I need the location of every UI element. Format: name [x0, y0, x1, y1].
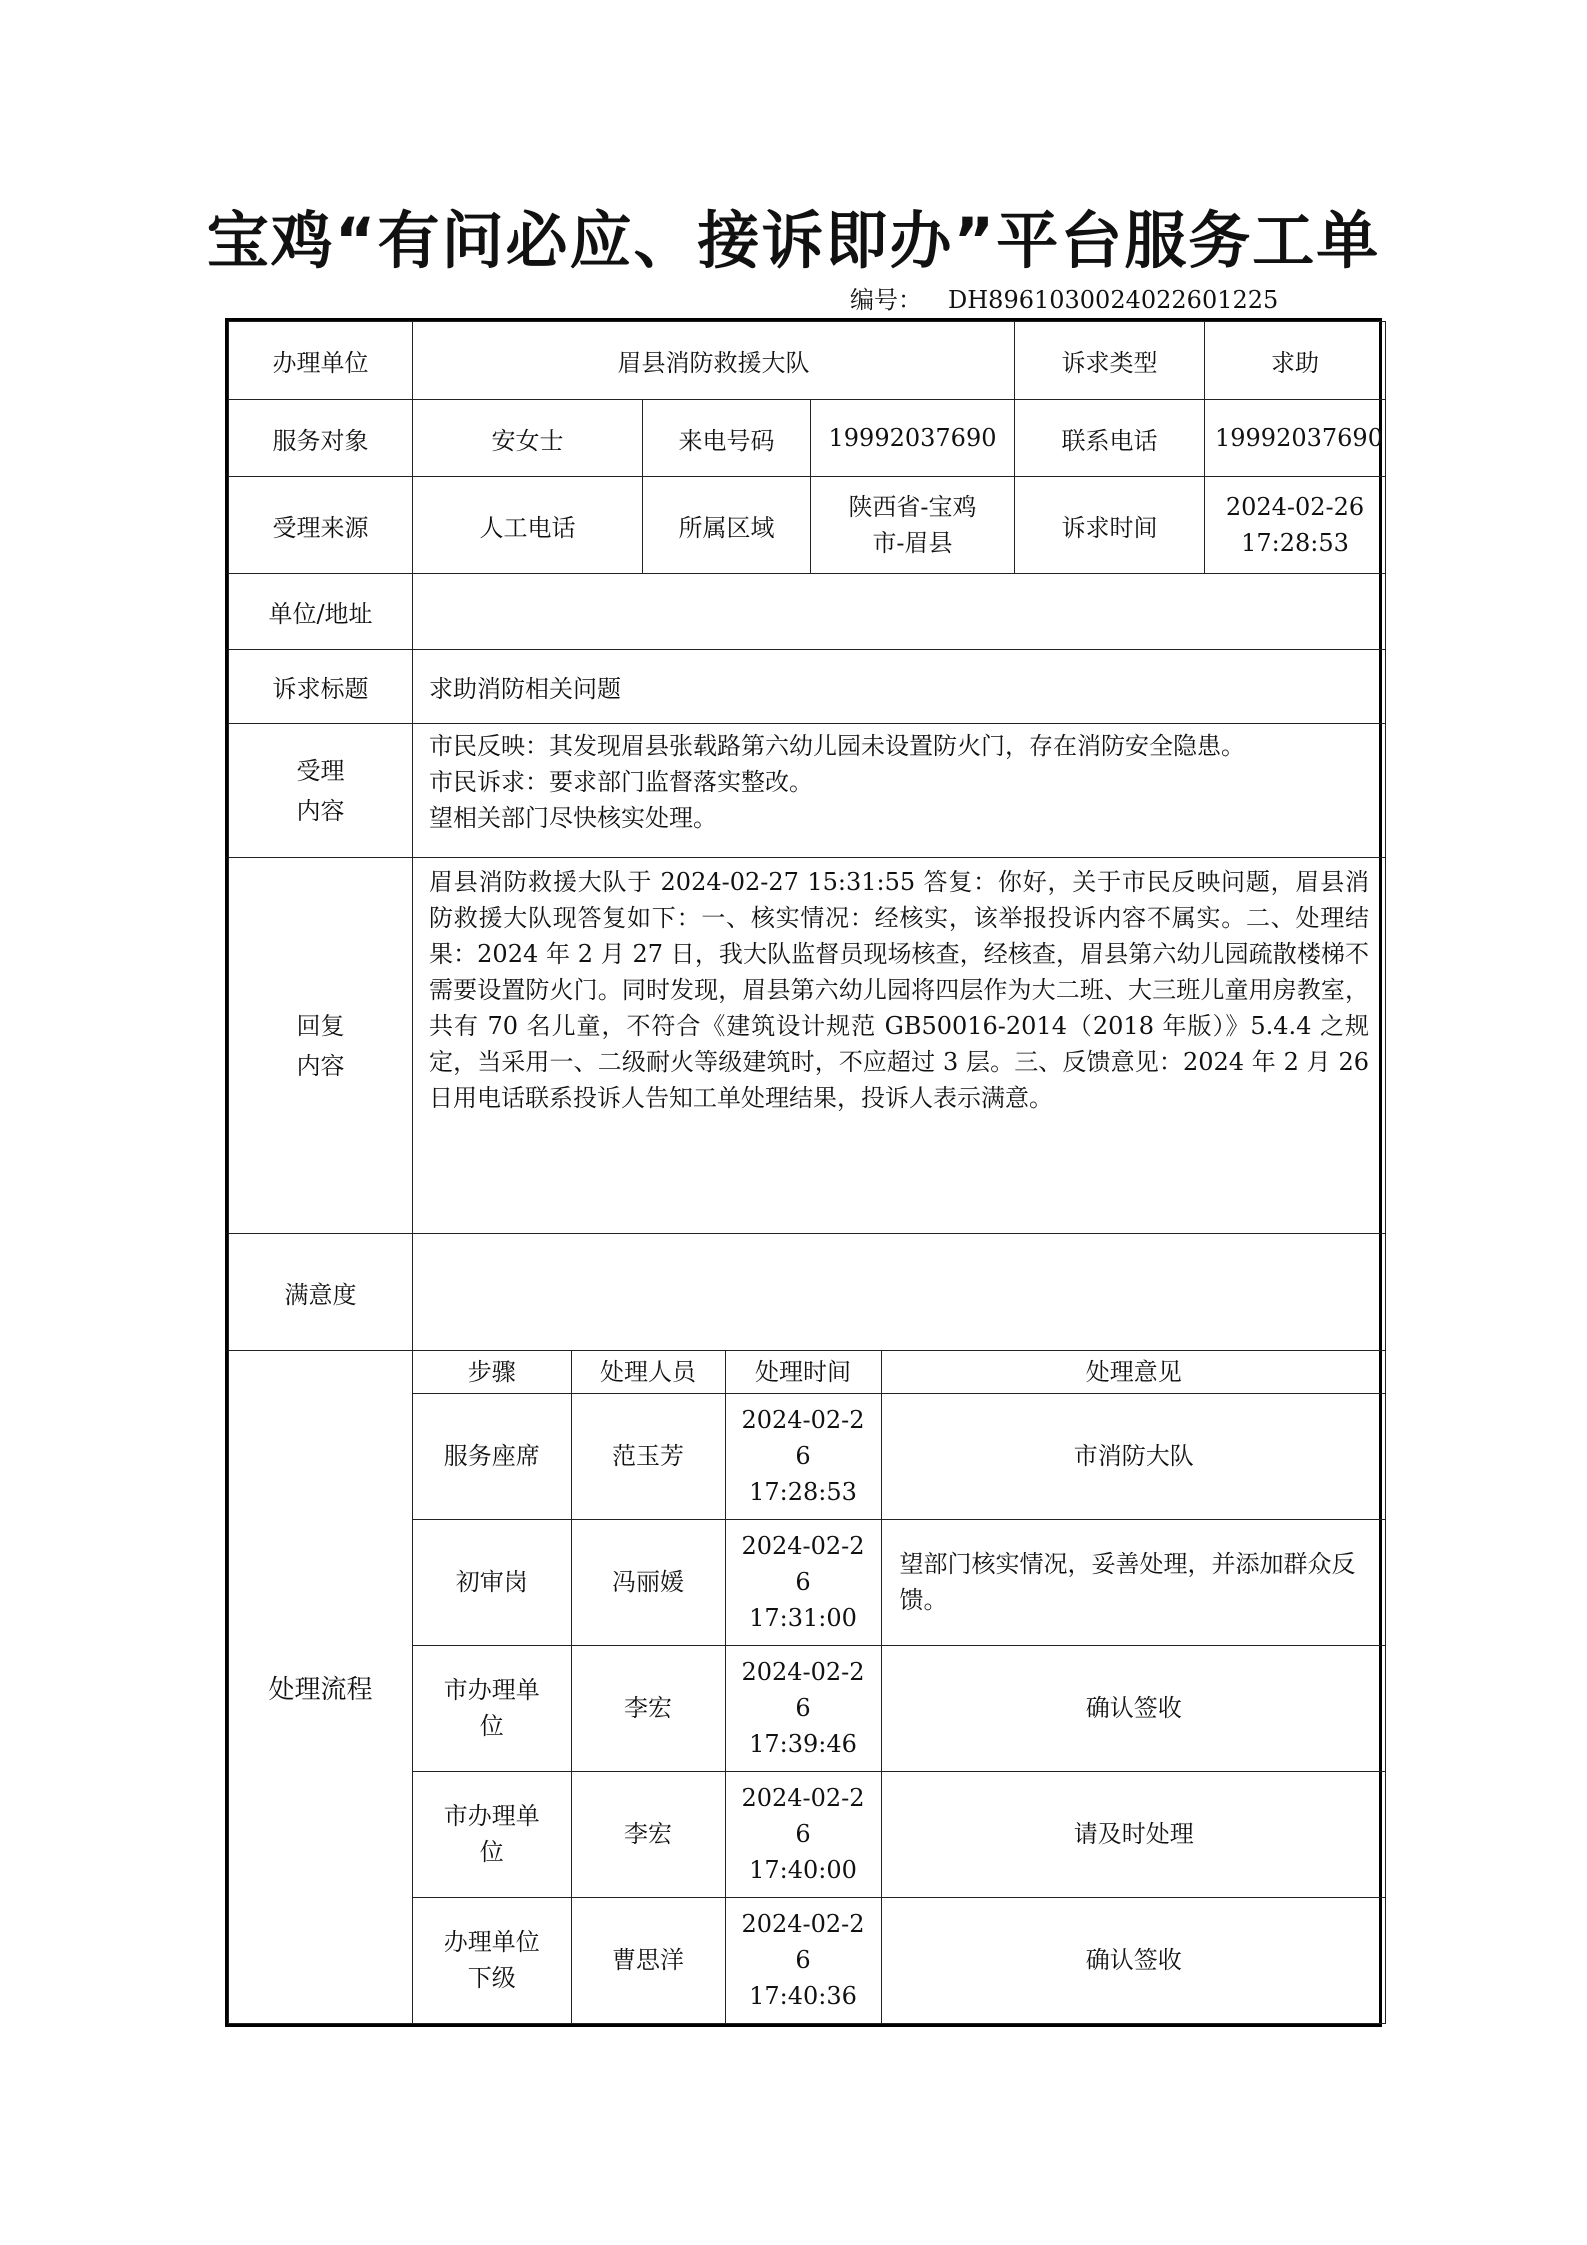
request-type-label: 诉求类型	[1015, 322, 1205, 400]
request-type-value: 求助	[1205, 322, 1386, 400]
flow-person: 冯丽媛	[571, 1519, 725, 1645]
flow-time: 2024-02-2 6 17:40:36	[725, 1897, 881, 2023]
flow-step: 市办理单 位	[413, 1645, 571, 1771]
reply-content-label: 回复 内容	[229, 858, 413, 1234]
page-title: 宝鸡“有问必应、接诉即办”平台服务工单	[206, 204, 1381, 277]
contact-phone-label: 联系电话	[1015, 400, 1205, 477]
service-target-label: 服务对象	[229, 400, 413, 477]
serial-value: DH8961030024022601225	[948, 286, 1279, 314]
flow-opinion: 确认签收	[881, 1897, 1386, 2023]
flow-person: 曹思洋	[571, 1897, 725, 2023]
handling-unit-value: 眉县消防救援大队	[413, 322, 1015, 400]
flow-step: 市办理单 位	[413, 1771, 571, 1897]
caller-number-label: 来电号码	[643, 400, 811, 477]
flow-opinion: 市消防大队	[881, 1393, 1386, 1519]
accepted-content-label: 受理 内容	[229, 724, 413, 858]
flow-time: 2024-02-2 6 17:28:53	[725, 1393, 881, 1519]
flow-header-time: 处理时间	[725, 1351, 881, 1393]
process-flow-label: 处理流程	[229, 1351, 413, 2024]
request-time-label: 诉求时间	[1015, 477, 1205, 574]
flow-row	[413, 1771, 1386, 1897]
region-value: 陕西省-宝鸡 市-眉县	[811, 477, 1015, 574]
flow-person: 李宏	[571, 1771, 725, 1897]
flow-row	[413, 1645, 1386, 1771]
flow-step: 初审岗	[413, 1519, 571, 1645]
flow-opinion: 望部门核实情况，妥善处理，并添加群众反馈。	[881, 1519, 1386, 1645]
serial-number	[850, 280, 1278, 315]
flow-person: 李宏	[571, 1645, 725, 1771]
flow-time: 2024-02-2 6 17:31:00	[725, 1519, 881, 1645]
flow-row	[413, 1393, 1386, 1519]
work-order-table	[225, 318, 1382, 2027]
serial-label: 编号：	[850, 286, 922, 314]
satisfaction-label: 满意度	[229, 1234, 413, 1351]
flow-opinion: 确认签收	[881, 1645, 1386, 1771]
flow-header-step: 步骤	[413, 1351, 571, 1393]
source-label: 受理来源	[229, 477, 413, 574]
request-time-value: 2024-02-26 17:28:53	[1205, 477, 1386, 574]
flow-step: 办理单位 下级	[413, 1897, 571, 2023]
contact-phone-value: 19992037690	[1205, 400, 1386, 477]
satisfaction-value	[413, 1234, 1386, 1351]
flow-row	[413, 1519, 1386, 1645]
flow-header-person: 处理人员	[571, 1351, 725, 1393]
process-flow-cell	[413, 1351, 1386, 2024]
accepted-content-value: 市民反映：其发现眉县张载路第六幼儿园未设置防火门，存在消防安全隐患。 市民诉求：要求部门监督落实整改。 望相关部门尽快核实处理。	[413, 724, 1386, 858]
process-flow-table	[413, 1351, 1386, 2023]
subject-label: 诉求标题	[229, 650, 413, 724]
service-target-value: 安女士	[413, 400, 643, 477]
flow-row	[413, 1897, 1386, 2023]
caller-number-value: 19992037690	[811, 400, 1015, 477]
subject-value: 求助消防相关问题	[413, 650, 1386, 724]
flow-time: 2024-02-2 6 17:39:46	[725, 1645, 881, 1771]
region-label: 所属区域	[643, 477, 811, 574]
reply-content-value: 眉县消防救援大队于 2024-02-27 15:31:55 答复：你好，关于市民反映问题，眉县消防救援大队现答复如下：一、核实情况：经核实，该举报投诉内容不属实。二、处理结果：2024 年 2 月 27 日，我大队监督员现场核查，经核查，眉县第六幼儿园疏散楼梯不需要设置防火门。同时发现，眉县第六幼儿园将四层作为大二班、大三班儿童用房教室，共有 70 名儿童，不符合《建筑设计规范 GB50016-2014（2018 年版）》5.4.4 之规定，当采用一、二级耐火等级建筑时，不应超过 3 层。三、反馈意见：2024 年 2 月 26 日用电话联系投诉人告知工单处理结果，投诉人表示满意。	[413, 858, 1386, 1234]
source-value: 人工电话	[413, 477, 643, 574]
address-value	[413, 574, 1386, 650]
flow-header-row	[413, 1351, 1386, 1393]
flow-header-opinion: 处理意见	[881, 1351, 1386, 1393]
flow-step: 服务座席	[413, 1393, 571, 1519]
handling-unit-label: 办理单位	[229, 322, 413, 400]
flow-opinion: 请及时处理	[881, 1771, 1386, 1897]
flow-person: 范玉芳	[571, 1393, 725, 1519]
address-label: 单位/地址	[229, 574, 413, 650]
flow-time: 2024-02-2 6 17:40:00	[725, 1771, 881, 1897]
